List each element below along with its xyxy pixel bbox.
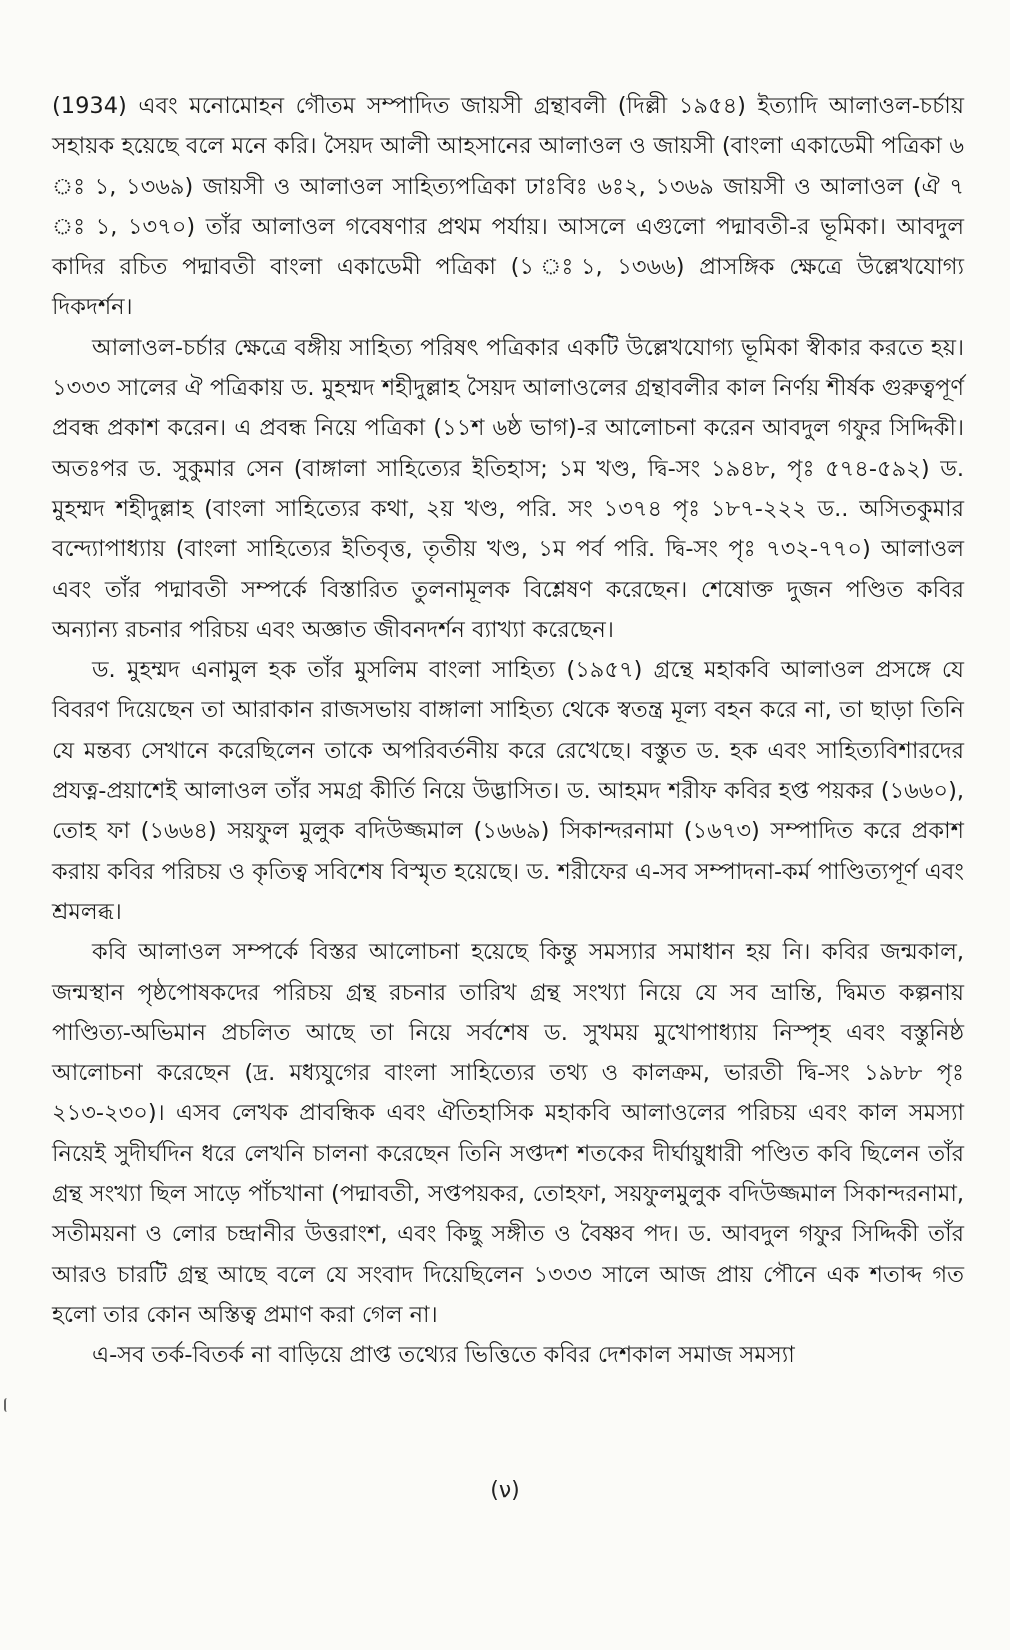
margin-mark: [4, 1398, 12, 1412]
page-body: [52, 86, 964, 1376]
paragraph-1: (1934) এবং মনোমোহন গৌতম সম্পাদিত জায়সী গ্রন্থাবলী (দিল্লী ১৯৫৪) ইত্যাদি আলাওল-চর্চায় সহায়ক হয়েছে বলে মনে করি। সৈয়দ আলী আহসানের আলাওল ও জায়সী (বাংলা একাডেমী পত্রিকা ৬ ঃ ১, ১৩৬৯) জায়সী ও আলাওল সাহিত্যপত্রিকা ঢাঃবিঃ ৬ঃ২, ১৩৬৯ জায়সী ও আলাওল (ঐ ৭ ঃ ১, ১৩৭০) তাঁর আলাওল গবেষণার প্রথম পর্যায়। আসলে এগুলো পদ্মাবতী-র ভূমিকা। আবদুল কাদির রচিত পদ্মাবতী বাংলা একাডেমী পত্রিকা (১ ঃ১, ১৩৬৬) প্রাসঙ্গিক ক্ষেত্রে উল্লেখযোগ্য দিকদর্শন।: [52, 93, 964, 321]
page-number: (ν): [490, 1478, 520, 1503]
paragraph-4: কবি আলাওল সম্পর্কে বিস্তর আলোচনা হয়েছে কিন্তু সমস্যার সমাধান হয় নি। কবির জন্মকাল, জন্মস্থান পৃষ্ঠপোষকদের পরিচয় গ্রন্থ রচনার তারিখ গ্রন্থ সংখ্যা নিয়ে যে সব ভ্রান্তি, দ্বিমত কল্পনায় পাণ্ডিত্য-অভিমান প্রচলিত আছে তা নিয়ে সর্বশেষ ড. সুখময় মুখোপাধ্যায় নিস্পৃহ এবং বস্তুনিষ্ঠ আলোচনা করেছেন (দ্র. মধ্যযুগের বাংলা সাহিত্যের তথ্য ও কালক্রম, ভারতী দ্বি-সং ১৯৮৮ পৃঃ ২১৩-২৩০)। এসব লেখক প্রাবন্ধিক এবং ঐতিহাসিক মহাকবি আলাওলের পরিচয় এবং কাল সমস্যা নিয়েই সুদীর্ঘদিন ধরে লেখনি চালনা করেছেন তিনি সপ্তদশ শতকের দীর্ঘায়ুধারী পণ্ডিত কবি ছিলেন তাঁর গ্রন্থ সংখ্যা ছিল সাড়ে পাঁচখানা (পদ্মাবতী, সপ্তপয়কর, তোহফা, সয়ফুলমুলুক বদিউজ্জমাল সিকান্দরনামা, সতীময়না ও লোর চন্দ্রানীর উত্তরাংশ, এবং কিছু সঙ্গীত ও বৈষ্ণব পদ। ড. আবদুল গফুর সিদ্দিকী তাঁর আরও চারটি গ্রন্থ আছে বলে যে সংবাদ দিয়েছিলেন ১৩৩৩ সালে আজ প্রায় পৌনে এক শতাব্দ গত হলো তার কোন অস্তিত্ব প্রমাণ করা গেল না।: [52, 939, 964, 1328]
paragraph-2: আলাওল-চর্চার ক্ষেত্রে বঙ্গীয় সাহিত্য পরিষৎ পত্রিকার একটি উল্লেখযোগ্য ভূমিকা স্বীকার করতে হয়। ১৩৩৩ সালের ঐ পত্রিকায় ড. মুহম্মদ শহীদুল্লাহ সৈয়দ আলাওলের গ্রন্থাবলীর কাল নির্ণয় শীর্ষক গুরুত্বপূর্ণ প্রবন্ধ প্রকাশ করেন। এ প্রবন্ধ নিয়ে পত্রিকা (১১শ ৬ষ্ঠ ভাগ)-র আলোচনা করেন আবদুল গফুর সিদ্দিকী। অতঃপর ড. সুকুমার সেন (বাঙ্গালা সাহিত্যের ইতিহাস; ১ম খণ্ড, দ্বি-সং ১৯৪৮, পৃঃ ৫৭৪-৫৯২) ড. মুহম্মদ শহীদুল্লাহ (বাংলা সাহিত্যের কথা, ২য় খণ্ড, পরি. সং ১৩৭৪ পৃঃ ১৮৭-২২২ ড.. অসিতকুমার বন্দ্যোপাধ্যায় (বাংলা সাহিত্যের ইতিবৃত্ত, তৃতীয় খণ্ড, ১ম পর্ব পরি. দ্বি-সং পৃঃ ৭৩২-৭৭০) আলাওল এবং তাঁর পদ্মাবতী সম্পর্কে বিস্তারিত তুলনামূলক বিশ্লেষণ করেছেন। শেষোক্ত দুজন পণ্ডিত কবির অন্যান্য রচনার পরিচয় এবং অজ্ঞাত জীবনদর্শন ব্যাখ্যা করেছেন।: [52, 334, 964, 643]
paragraph-3: ড. মুহম্মদ এনামুল হক তাঁর মুসলিম বাংলা সাহিত্য (১৯৫৭) গ্রন্থে মহাকবি আলাওল প্রসঙ্গে যে বিবরণ দিয়েছেন তা আরাকান রাজসভায় বাঙ্গালা সাহিত্য থেকে স্বতন্ত্র মূল্য বহন করে না, তা ছাড়া তিনি যে মন্তব্য সেখানে করেছিলেন তাকে অপরিবর্তনীয় করে রেখেছে। বস্তুত ড. হক এবং সাহিত্যবিশারদের প্রযত্ন-প্রয়াশেই আলাওল তাঁর সমগ্র কীর্তি নিয়ে উদ্ভাসিত। ড. আহমদ শরীফ কবির হপ্ত পয়কর (১৬৬০), তোহ ফা (১৬৬৪) সয়ফুল মুলুক বদিউজ্জমাল (১৬৬৯) সিকান্দরনামা (১৬৭৩) সম্পাদিত করে প্রকাশ করায় কবির পরিচয় ও কৃতিত্ব সবিশেষ বিস্মৃত হয়েছে। ড. শরীফের এ-সব সম্পাদনা-কর্ম পাণ্ডিত্যপূর্ণ এবং শ্রমলব্ধ।: [52, 657, 964, 925]
paragraph-5: এ-সব তর্ক-বিতর্ক না বাড়িয়ে প্রাপ্ত তথ্যের ভিত্তিতে কবির দেশকাল সমাজ সমস্যা: [92, 1342, 795, 1369]
